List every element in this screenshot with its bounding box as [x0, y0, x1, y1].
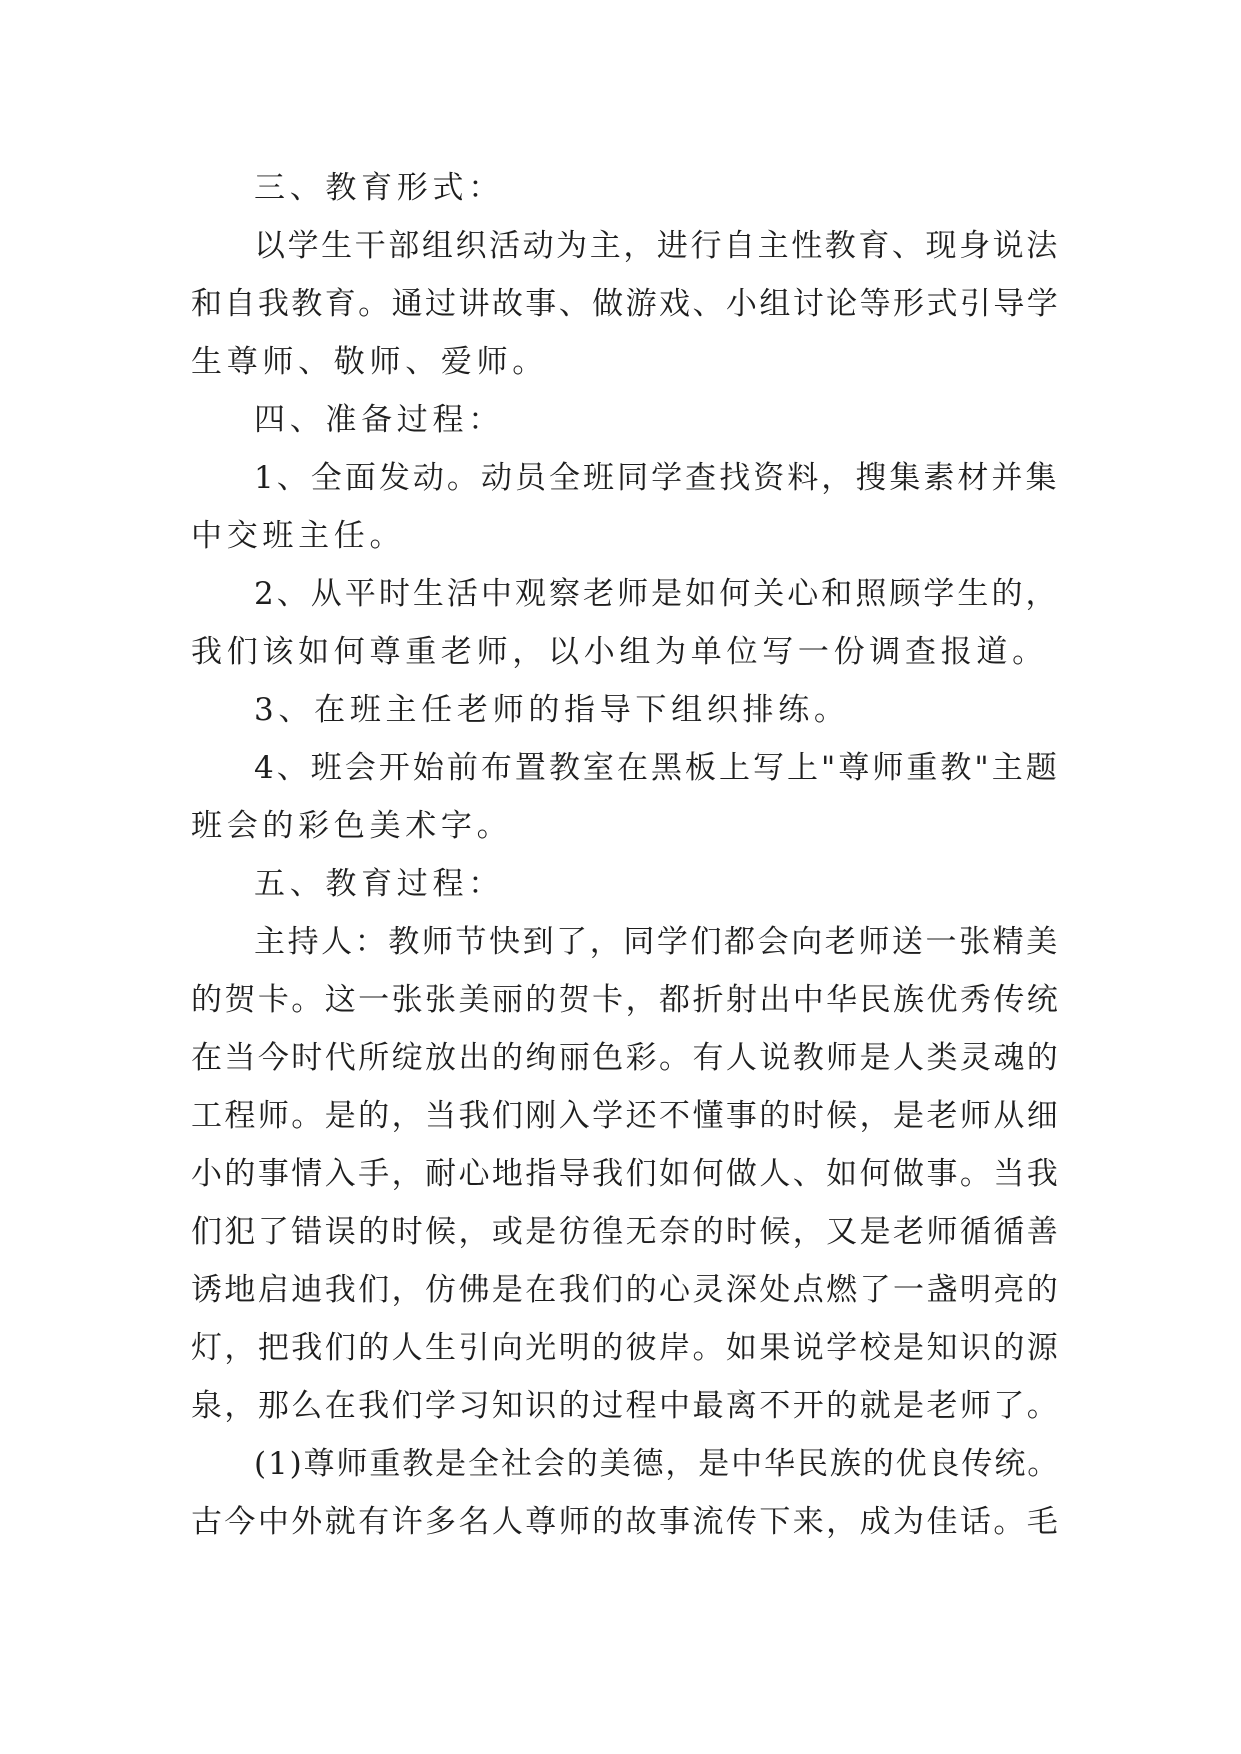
paragraph-line: 4、班会开始前布置教室在黑板上写上"尊师重教"主题 — [254, 750, 1060, 786]
paragraph-line: 我们该如何尊重老师，以小组为单位写一份调查报道。 — [191, 634, 1048, 670]
paragraph-line: 中交班主任。 — [191, 518, 406, 554]
paragraph-line: 生尊师、敬师、爱师。 — [191, 344, 548, 380]
paragraph-line: 3、在班主任老师的指导下组织排练。 — [254, 692, 850, 728]
paragraph-line: 1、全面发动。动员全班同学查找资料，搜集素材并集 — [254, 460, 1060, 496]
paragraph-line: 以学生干部组织活动为主，进行自主性教育、现身说法 — [254, 228, 1060, 264]
paragraph-line: 泉，那么在我们学习知识的过程中最离不开的就是老师了。 — [191, 1388, 1061, 1424]
paragraph-line: (1)尊师重教是全社会的美德，是中华民族的优良传统。 — [254, 1446, 1061, 1482]
heading-education-process: 五、教育过程： — [254, 866, 504, 902]
heading-education-form: 三、教育形式： — [254, 170, 504, 206]
paragraph-line: 灯，把我们的人生引向光明的彼岸。如果说学校是知识的源 — [191, 1330, 1061, 1366]
paragraph-line: 诱地启迪我们，仿佛是在我们的心灵深处点燃了一盏明亮的 — [191, 1272, 1061, 1308]
paragraph-line: 古今中外就有许多名人尊师的故事流传下来，成为佳话。毛 — [191, 1504, 1061, 1540]
paragraph-line: 2、从平时生活中观察老师是如何关心和照顾学生的， — [254, 576, 1060, 612]
paragraph-line: 在当今时代所绽放出的绚丽色彩。有人说教师是人类灵魂的 — [191, 1040, 1061, 1076]
paragraph-line: 们犯了错误的时候，或是彷徨无奈的时候，又是老师循循善 — [191, 1214, 1061, 1250]
paragraph-line: 工程师。是的，当我们刚入学还不懂事的时候，是老师从细 — [191, 1098, 1061, 1134]
paragraph-line: 的贺卡。这一张张美丽的贺卡，都折射出中华民族优秀传统 — [191, 982, 1061, 1018]
paragraph-line: 班会的彩色美术字。 — [191, 808, 513, 844]
paragraph-line: 主持人：教师节快到了，同学们都会向老师送一张精美 — [254, 924, 1060, 960]
paragraph-line: 和自我教育。通过讲故事、做游戏、小组讨论等形式引导学 — [191, 286, 1061, 322]
heading-preparation: 四、准备过程： — [254, 402, 504, 438]
paragraph-line: 小的事情入手，耐心地指导我们如何做人、如何做事。当我 — [191, 1156, 1061, 1192]
